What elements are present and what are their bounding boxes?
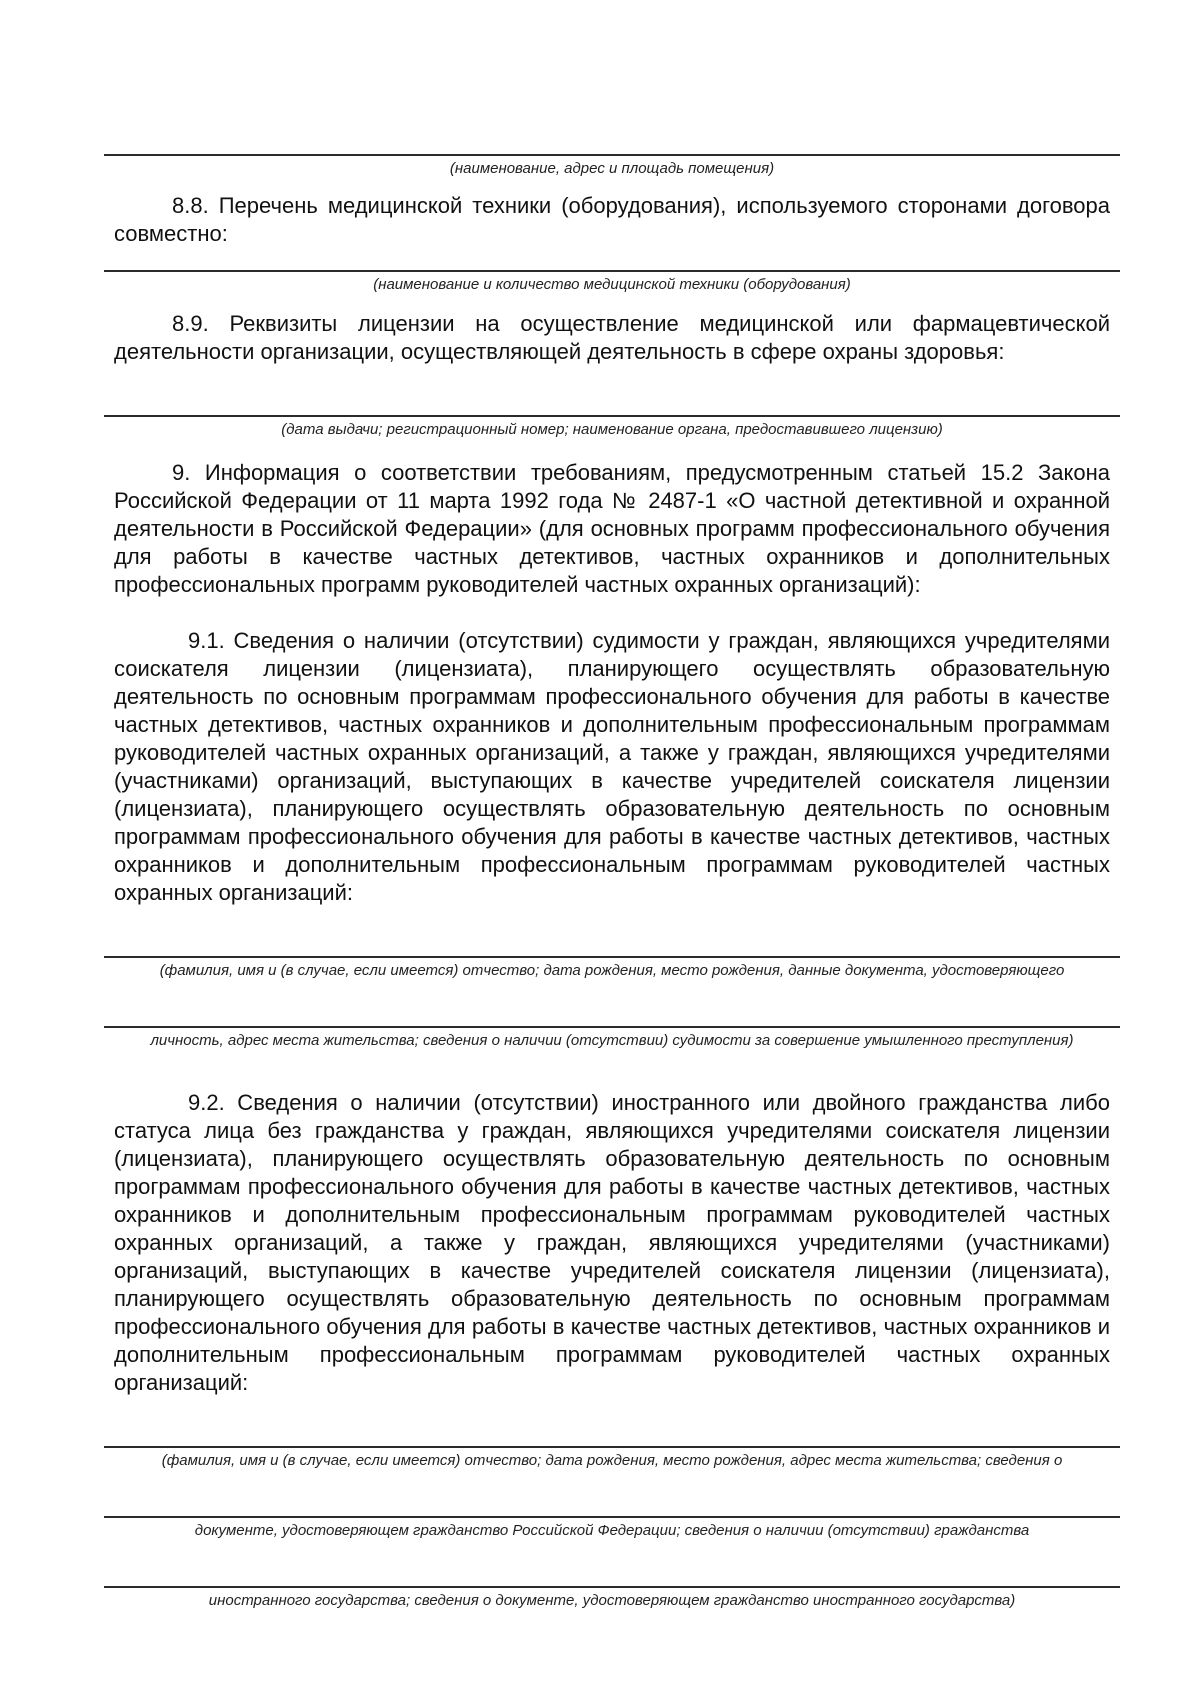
field-caption: (дата выдачи; регистрационный номер; наименование органа, предоставившего лицензию): [281, 421, 943, 438]
field-caption: (наименование, адрес и площадь помещения): [449, 160, 775, 177]
paragraph-9-1: 9.1. Сведения о наличии (отсутствии) судимости у граждан, являющихся учредителями соискателя лицензии (лицензиата), планирующего осуществлять образовательную деятельность по основным программам профессионального обучения для работы в качестве частных детективов, частных охранников и дополнительным профессиональным программам руководителей частных охранных организаций, а также у граждан, являющихся учредителями (участниками) организаций, выступающих в качестве учредителей соискателя лицензии (лицензиата), планирующего осуществлять образовательную деятельность по основным программам профессионального обучения для работы в качестве частных детективов, частных охранников и дополнительным профессиональным программам руководителей частных охранных организаций:: [114, 628, 1110, 905]
paragraph-8-9: 8.9. Реквизиты лицензии на осуществление медицинской или фармацевтической деятельности организации, осуществляющей деятельность в сфере охраны здоровья:: [114, 311, 1110, 364]
fill-line: [104, 154, 1120, 156]
fill-line: [104, 415, 1120, 417]
paragraph-8-8: 8.8. Перечень медицинской техники (оборудования), используемого сторонами договора совместно:: [114, 193, 1110, 246]
field-caption: документе, удостоверяющем гражданство Российской Федерации; сведения о наличии (отсутствии) гражданства: [194, 1522, 1030, 1539]
field-caption: иностранного государства; сведения о документе, удостоверяющем гражданство иностранного государства): [208, 1592, 1016, 1609]
fill-line: [104, 1026, 1120, 1028]
field-caption: (фамилия, имя и (в случае, если имеется) отчество; дата рождения, место рождения, данные документа, удостоверяющего: [159, 962, 1065, 979]
fill-line: [104, 1586, 1120, 1588]
paragraph-9: 9. Информация о соответствии требованиям, предусмотренным статьей 15.2 Закона Российской Федерации от 11 марта 1992 года № 2487-1 «О частной детективной и охранной деятельности в Российской Федерации» (для основных программ профессионального обучения для работы в качестве частных детективов, частных охранников и дополнительных профессиональных программ руководителей частных охранных организаций):: [114, 460, 1110, 597]
fill-line: [104, 1446, 1120, 1448]
paragraph-9-2: 9.2. Сведения о наличии (отсутствии) иностранного или двойного гражданства либо статуса лица без гражданства у граждан, являющихся учредителями соискателя лицензии (лицензиата), планирующего осуществлять образовательную деятельность по основным программам профессионального обучения для работы в качестве частных детективов, частных охранников и дополнительным профессиональным программам руководителей частных охранных организаций, а также у граждан, являющихся учредителями (участниками) организаций, выступающих в качестве учредителей соискателя лицензии (лицензиата), планирующего осуществлять образовательную деятельность по основным программам профессионального обучения для работы в качестве частных детективов, частных охранников и дополнительным профессиональным программам руководителей частных охранных организаций:: [114, 1090, 1110, 1395]
fill-line: [104, 270, 1120, 272]
fill-line: [104, 1516, 1120, 1518]
field-caption: (наименование и количество медицинской техники (оборудования): [373, 276, 851, 293]
field-caption: личность, адрес места жительства; сведения о наличии (отсутствии) судимости за совершение умышленного преступления): [150, 1032, 1074, 1049]
fill-line: [104, 956, 1120, 958]
field-caption: (фамилия, имя и (в случае, если имеется) отчество; дата рождения, место рождения, адрес места жительства; сведения о: [161, 1452, 1063, 1469]
